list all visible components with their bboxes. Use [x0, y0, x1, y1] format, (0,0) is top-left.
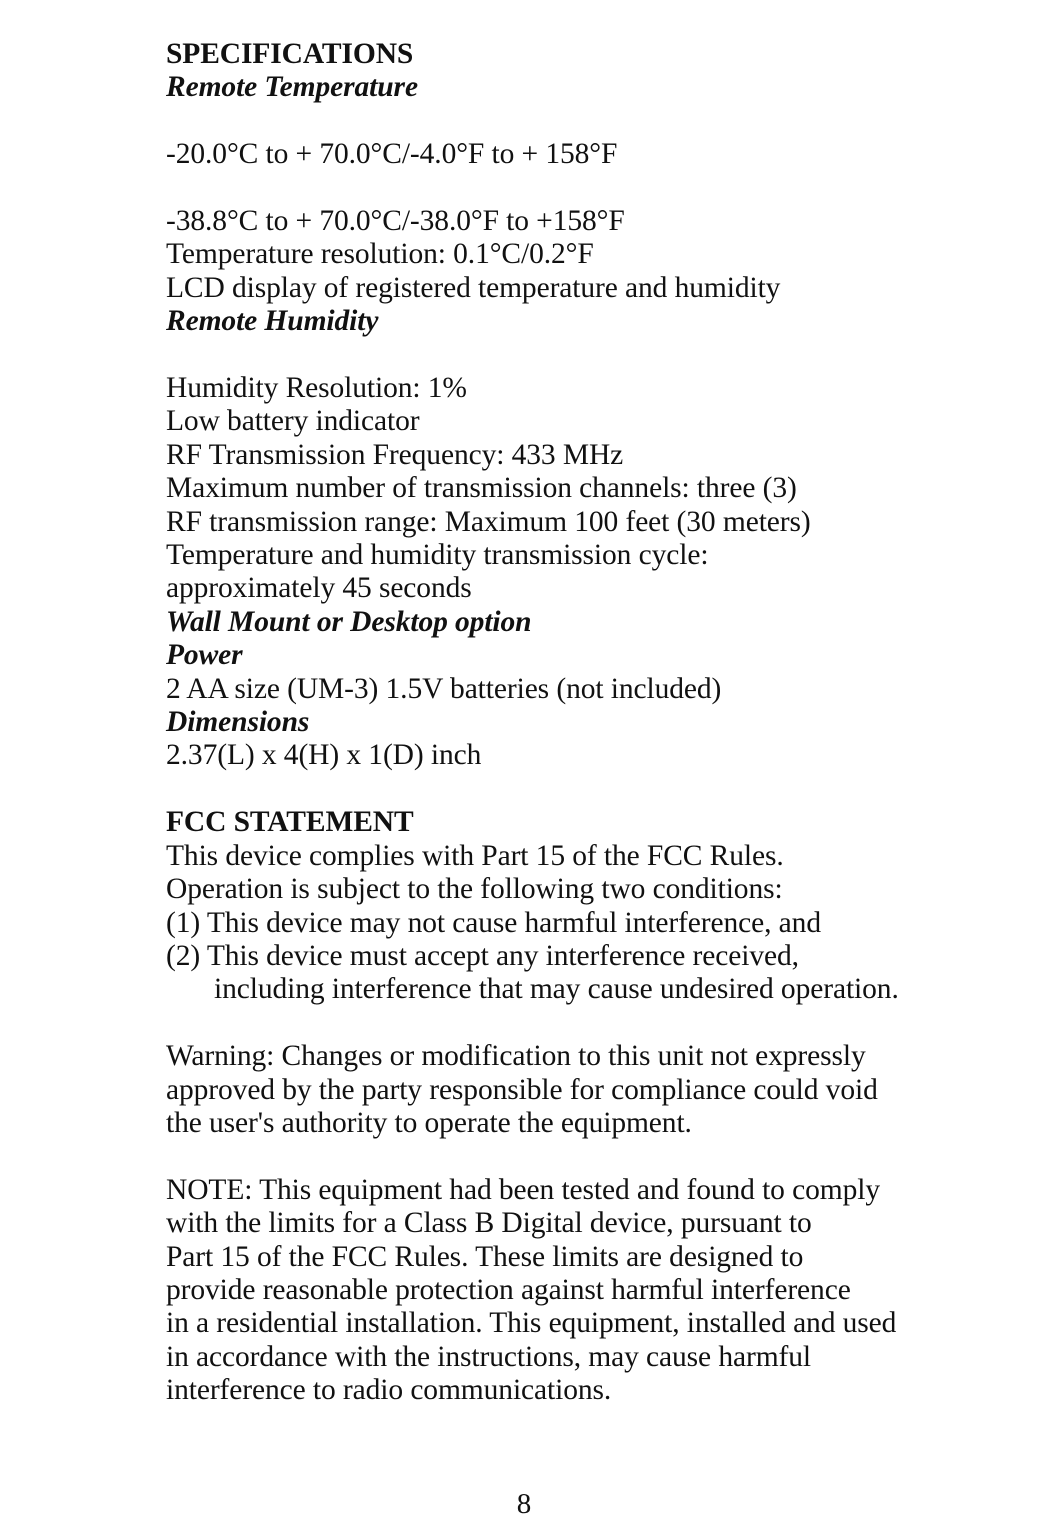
transmission-cycle-line-2: approximately 45 seconds [166, 572, 472, 605]
humidity-resolution: Humidity Resolution: 1% [166, 372, 467, 405]
note-line: provide reasonable protection against harmful interference [166, 1273, 851, 1306]
transmission-cycle-line-1: Temperature and humidity transmission cycle: [166, 539, 709, 572]
fcc-condition-2: (2) This device must accept any interference received, [166, 939, 799, 972]
spacer [166, 172, 1016, 205]
note-line: NOTE: This equipment had been tested and found to comply [166, 1173, 880, 1206]
fcc-condition-2-continued: including interference that may cause undesired operation. [214, 973, 899, 1006]
rf-frequency: RF Transmission Frequency: 433 MHz [166, 438, 624, 471]
warning-line: the user's authority to operate the equipment. [166, 1106, 692, 1139]
fcc-section [166, 806, 1016, 1407]
remote-humidity-heading: Remote Humidity [166, 305, 379, 338]
fcc-title: FCC STATEMENT [166, 806, 414, 839]
power-heading: Power [166, 639, 243, 672]
temperature-resolution: Temperature resolution: 0.1°C/0.2°F [166, 238, 594, 271]
spacer [166, 1140, 1016, 1173]
spacer [166, 1007, 1016, 1040]
specifications-section [166, 38, 1016, 773]
note-line: in a residential installation. This equipment, installed and used [166, 1307, 897, 1340]
fcc-condition-1: (1) This device may not cause harmful interference, and [166, 906, 821, 939]
fcc-warning-paragraph [166, 1040, 1016, 1140]
spacer [166, 339, 1016, 372]
note-line: Part 15 of the FCC Rules. These limits are designed to [166, 1240, 804, 1273]
warning-line: Warning: Changes or modification to this unit not expressly [166, 1040, 866, 1073]
note-line: interference to radio communications. [166, 1374, 612, 1407]
dimensions-spec: 2.37(L) x 4(H) x 1(D) inch [166, 739, 482, 772]
page-number: 8 [516, 1488, 532, 1520]
low-battery-indicator: Low battery indicator [166, 405, 420, 438]
dimensions-heading: Dimensions [166, 706, 310, 739]
fcc-statement-line: This device complies with Part 15 of the FCC Rules. [166, 839, 784, 872]
mount-option-heading: Wall Mount or Desktop option [166, 605, 532, 638]
lcd-display-spec: LCD display of registered temperature and humidity [166, 271, 781, 304]
transmission-channels: Maximum number of transmission channels: three (3) [166, 472, 797, 505]
power-spec: 2 AA size (UM-3) 1.5V batteries (not included) [166, 672, 722, 705]
spacer [166, 105, 1016, 138]
temperature-range-extended: -38.8°C to + 70.0°C/-38.0°F to +158°F [166, 205, 625, 237]
fcc-statement-line: Operation is subject to the following two conditions: [166, 873, 783, 906]
specifications-title: SPECIFICATIONS [166, 38, 414, 70]
warning-line: approved by the party responsible for compliance could void [166, 1073, 878, 1106]
note-line: with the limits for a Class B Digital device, pursuant to [166, 1207, 812, 1240]
note-line: in accordance with the instructions, may cause harmful [166, 1340, 812, 1373]
spacer [166, 773, 1016, 806]
remote-temperature-heading: Remote Temperature [166, 71, 418, 104]
temperature-range-standard: -20.0°C to + 70.0°C/-4.0°F to + 158°F [166, 138, 618, 171]
manual-page [166, 38, 1016, 1408]
fcc-note-paragraph [166, 1174, 1016, 1408]
rf-range: RF transmission range: Maximum 100 feet (30 meters) [166, 505, 811, 538]
